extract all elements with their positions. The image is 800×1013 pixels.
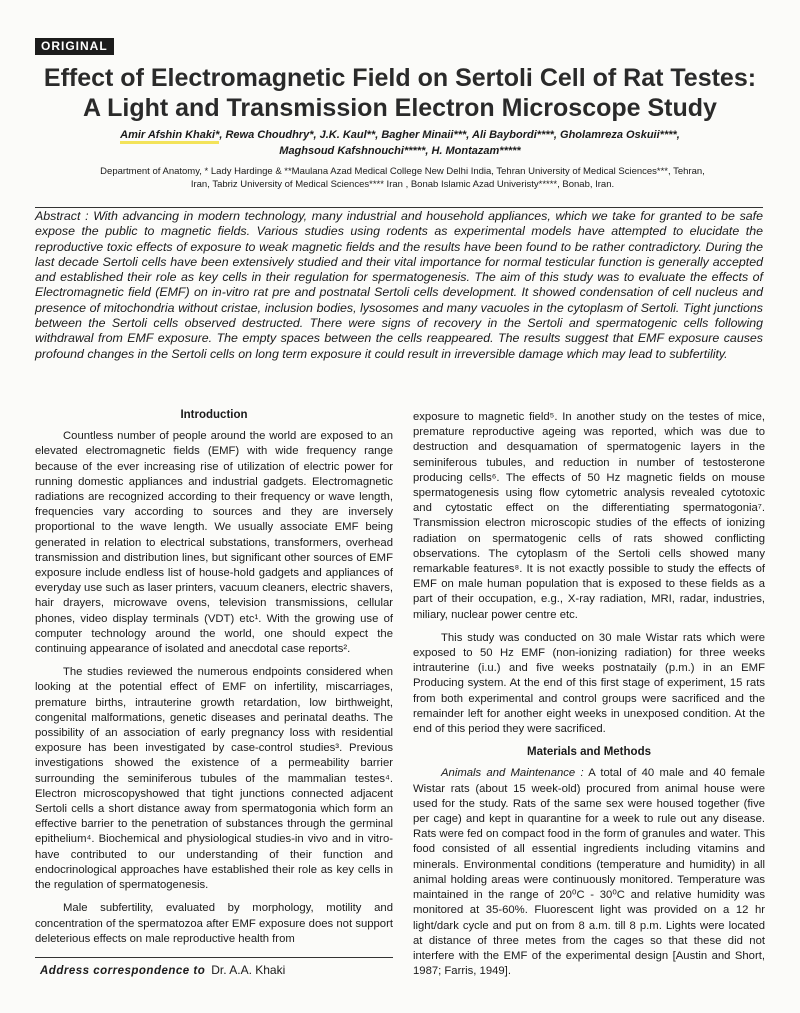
- methods-heading: Materials and Methods: [527, 746, 651, 759]
- animals-text: A total of 40 male and 40 female Wistar rats (about 15 week-old) procured from animal house were used for the study. Rats of the same sex were housed together (five per cage) and kept in quarantine for a week to rule out any disease. Rats were fed on compact food in the form of granules and water. This food consisted of all essential ingredients including vitamins and minerals. Environmental conditions (temperature and humidity) in all animal holding areas were continuously monitored. Temperature was maintained in the range of 20⁰C - 30⁰C and relative humidity was monitored at 35-60%. Fluorescent light was provided on a 12 hr light/dark cycle and put on from 8 a.m. till 8 p.m. Lights were located at distance of three metes from the cages so that these did not interfere with the EMF of the experimental design [Austin and Short, 1987; Farris, 1949].: [413, 767, 765, 978]
- intro-continued-paragraph: exposure to magnetic field⁵. In another study on the testes of mice, premature reproductive ageing was reported, which was due to destruction and desquamation of spermatogenic layers in the seminiferous tubules, and reduction in number of testosterone producing cells⁶. The effects of 50 Hz magnetic fields on mouse spermatogenesis using flow cytometric analysis revealed cytotoxic and cytostatic effect on the differentiating spermatogonia⁷. Transmission electron microscopic studies of the effects of ionizing radiation on spermatogenic cells of rats showed conflicting observations. The cytoplasm of the Sertoli cells showed many remarkable features⁸. It is not exactly possible to study the effects of EMF on male human population that is exposed to these fields as a part of their occupation, e.g., X-ray radiation, MRI, radar, industries, miliary, nuclear power centre etc.: [413, 411, 765, 621]
- affiliations: [25, 165, 780, 191]
- animals-subheading: Animals and Maintenance :: [441, 767, 584, 780]
- study-design-paragraph: This study was conducted on 30 male Wistar rats which were exposed to 50 Hz EMF (non-ionizing radiation) for three weeks intrauterine (i.u.) and five weeks postnataily (p.m.) in an EMF Producing system. At the end of this first stage of experiment, 15 rats from both experimental and control groups were sacrificed and the remainder left for another eight weeks in unexposed condition. At the end of this period they were sacrificed.: [413, 631, 765, 736]
- author-list: [50, 127, 750, 159]
- abstract: Abstract : With advancing in modern technology, many industrial and household appliances, which we take for granted to be safe expose the public to magnetic fields. Various studies using rodents as experimental models have attempted to elucidate the reproductive toxic effects of exposure to weak magnetic fields and the results have been found to be rather contradictory. During the last decade Sertoli cells have been extensively studied and their vital importance for normal testicular function is generally accepted and established their role as key cells in their regulation for spermatogenesis. The aim of this study was to evaluate the effects of Electromagnetic field (EMF) on in-vitro rat pre and postnatal Sertoli cells development. It showed condensation of cell nucleus and presence of mitochondria without cristae, inclusion bodies, lysosomes and many vacuoles in the cytoplasm of Sertoli. Tight junctions between the Sertoli cells observed destructed. There were signs of recovery in the Sertoli and spermatogenic cells following withdrawal from EMF exposure. The empty spaces between the cells reappeared. The results suggest that EMF exposure causes profound changes in the Sertoli cells on long term exposure it could result in irreversible damage which may lead to subfertility.: [35, 209, 763, 361]
- address-label: Address correspondence to: [40, 965, 206, 977]
- affiliation-line-2: Iran, Tabriz University of Medical Sciences**** Iran , Bonab Islamic Azad Univeristy*****, Bonab, Iran.: [190, 179, 615, 190]
- title-line-1: Effect of Electromagnetic Field on Sertoli Cell of Rat Testes:: [43, 64, 757, 92]
- affiliation-line-1: Department of Anatomy, * Lady Hardinge & **Maulana Azad Medical College New Delhi India, Tehran University of Medical Sciences***, Tehran,: [100, 166, 705, 177]
- right-column: [413, 410, 765, 987]
- left-column: [35, 408, 393, 955]
- article-title: [10, 63, 790, 123]
- correspondent-name: Dr. A.A. Khaki: [211, 963, 286, 977]
- intro-paragraph-3: Male subfertility, evaluated by morphology, motility and concentration of the spermatozoa after EMF exposure does not support deleterious effects on male reproductive health from: [35, 902, 393, 945]
- animals-paragraph: [413, 766, 765, 979]
- intro-paragraph-1: Countless number of people around the world are exposed to an elevated electromagnetic fields (EMF) with wide frequency range because of the ever increasing rise of utilization of electric power for running domestic appliances and industrial gadgets. Electromagnetic radiations are recognized according to their frequency or wave length, frequencies vary according to sources and they are inversely proportional to the wave length. We usually associate EMF being generated in relation to electrical substations, transformers, overhead transmission and distribution lines, but significant other sources of EMF exposure include endless list of house-hold gadgets and appliances of everyday use such as laser printers, vacuum cleaners, electric shavers, hair drayers, microwave ovens, television transmissions, cellular phones, video display terminals (VDT) etc¹. With the growing use of computer technology around the world, one should expect the continuing appearance of isolated and anecdotal case reports².: [35, 430, 393, 656]
- article-type-badge: ORIGINAL: [35, 38, 114, 55]
- title-line-2: A Light and Transmission Electron Microscope Study: [83, 94, 717, 122]
- authors-line-2: Maghsoud Kafshnouchi*****, H. Montazam*****: [279, 145, 521, 157]
- highlighted-author: Amir Afshin Khaki*: [120, 129, 219, 144]
- authors-line-1: , Rewa Choudhry*, J.K. Kaul**, Bagher Minaii***, Ali Baybordi****, Gholamreza Oskuii****,: [219, 129, 680, 141]
- footnote-divider: [35, 957, 393, 958]
- introduction-heading: Introduction: [180, 409, 248, 421]
- correspondence-address: [40, 963, 285, 977]
- intro-paragraph-2: The studies reviewed the numerous endpoints considered when looking at the potential effect of EMF on infertility, miscarriages, premature births, intrauterine growth retardation, low birthweight, congenital malformations, genetic diseases and perinatal deaths. The possibility of an association of early pregnancy loss with residential exposure has been investigated by case-control studies³. Previous investigations showed the existence of a permeability barrier surrounding the seminiferous tubules of the mammalian testes⁴. Electron microscopyshowed that tight junctions connected adjacent Sertoli cells a short distance away from spermatogonia which form an effective barrier to the penetration of substances through the germinal epithelium⁴. Biochemical and physiological studies-in vivo and in vitro-have contributed to our understanding of their function and endocrinological approaches have established their role as key cells in the regulation of spermatogenesis.: [35, 666, 393, 892]
